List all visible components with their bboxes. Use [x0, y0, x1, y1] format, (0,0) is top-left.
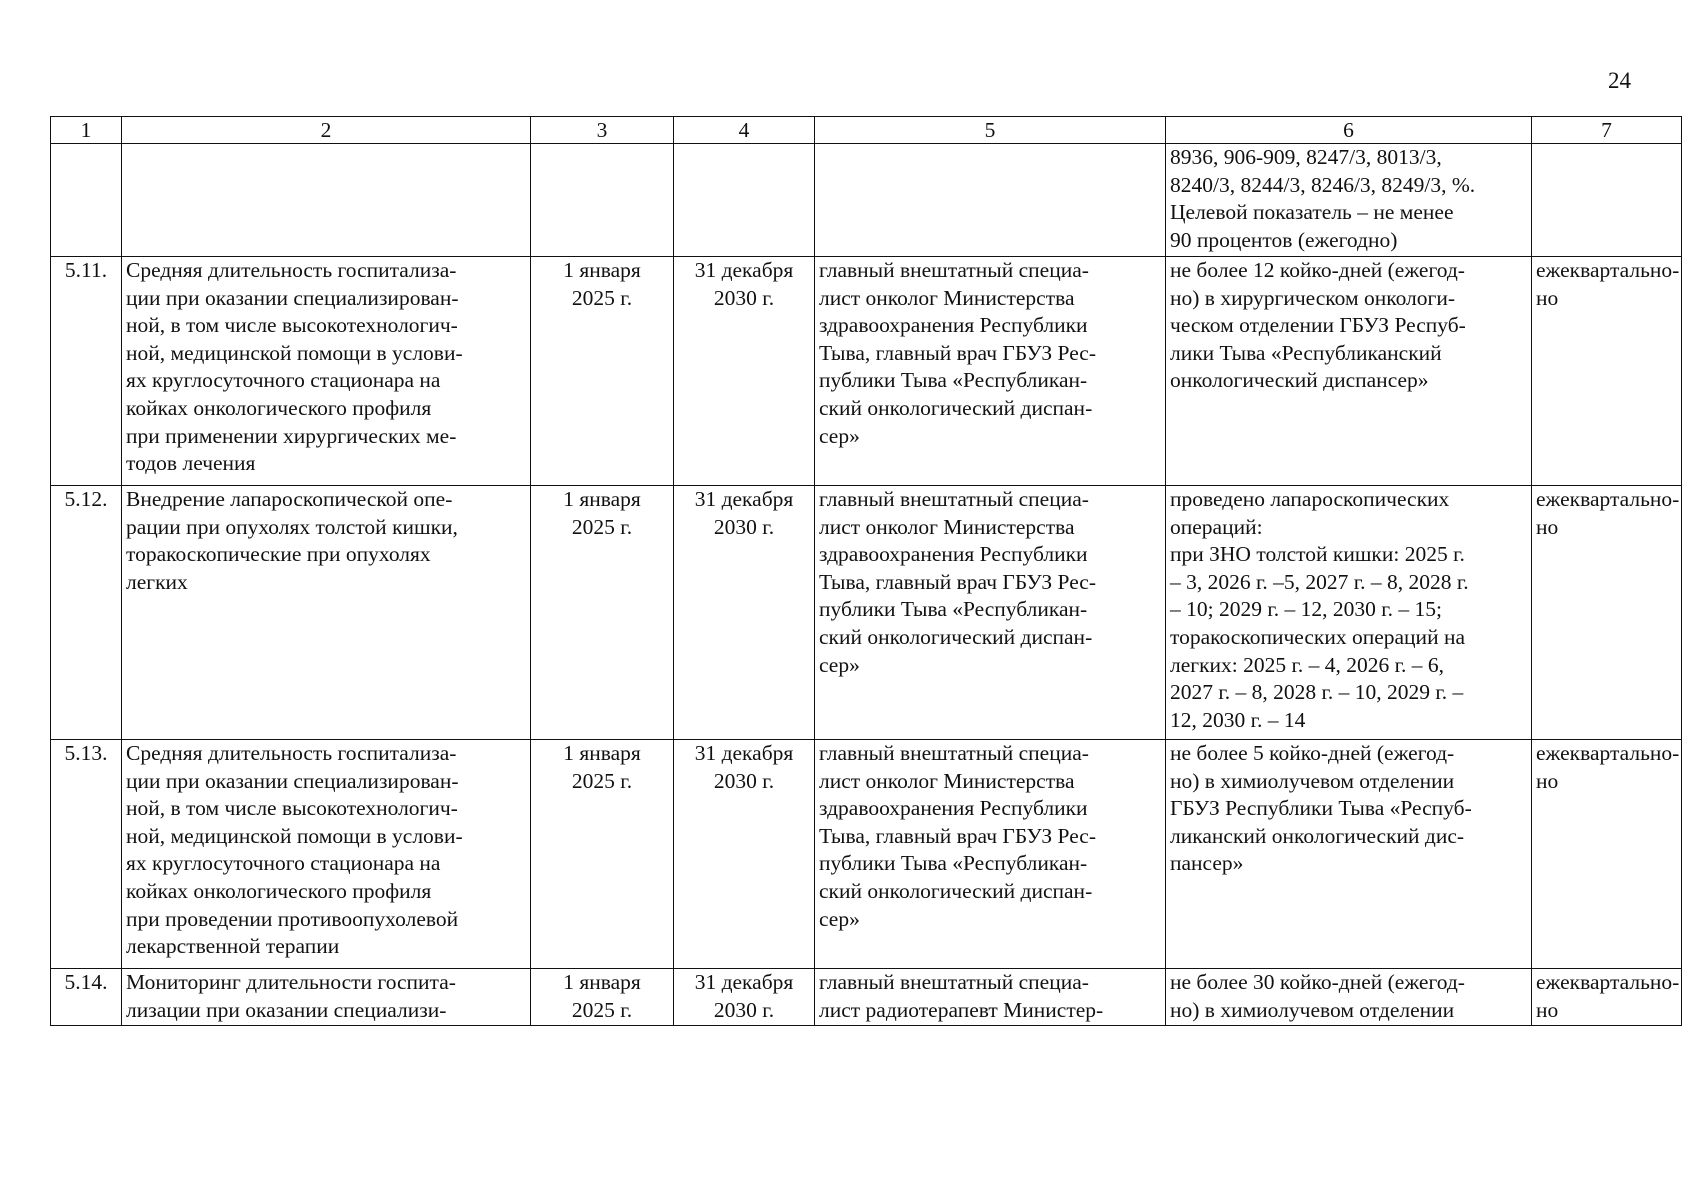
cell-text-line: операций:	[1170, 514, 1263, 539]
cell-text-line: не более 30 койко-дней (ежегод-	[1170, 970, 1465, 994]
cell-text-line: 2025 г.	[571, 997, 633, 1022]
cell-text-line: 12, 2030 г. – 14	[1170, 707, 1306, 732]
cell-text-line: ной, в том числе высокотехнологич-	[126, 313, 458, 338]
cell-text-line: Мониторинг длительности госпита-	[126, 970, 456, 994]
cell-text-line: ной, в том числе высокотехнологич-	[126, 796, 458, 821]
cell-text-line: но	[1536, 997, 1559, 1022]
cell-text-line: Средняя длительность госпитализа-	[126, 258, 457, 282]
column-header-5: 5	[815, 117, 1166, 144]
cell-text-line: но	[1536, 514, 1559, 539]
cell-text-line: торакоскопических операций на	[1170, 624, 1465, 649]
cell-text-line: легких	[126, 569, 188, 594]
cell-text-line: лист онколог Министерства	[819, 768, 1075, 793]
expected-result-cell	[1166, 740, 1532, 969]
responsible-cell	[815, 740, 1166, 969]
column-header-4: 4	[674, 117, 815, 144]
table-row	[51, 257, 1682, 486]
cell-text-line: 2025 г.	[571, 768, 633, 793]
cell-text-line: главный внештатный специа-	[819, 487, 1089, 511]
cell-text-line: публики Тыва «Республикан-	[819, 597, 1088, 622]
expected-result-cell	[1166, 969, 1532, 1026]
cell-text-line: онкологический диспансер»	[1170, 368, 1429, 393]
expected-result-cell	[1166, 257, 1532, 486]
cell-text-line: 2030 г.	[713, 514, 775, 539]
cell-text-line: при применении хирургических ме-	[126, 423, 457, 448]
table-row	[51, 969, 1682, 1026]
measure-name-cell	[122, 486, 531, 740]
cell-text-line: сер»	[819, 906, 860, 931]
cell-text-line: ях круглосуточного стационара на	[126, 368, 441, 393]
start-date-cell	[531, 144, 674, 257]
cell-text-line: 31 декабря	[694, 741, 794, 765]
responsible-cell	[815, 144, 1166, 257]
cell-text-line: лист онколог Министерства	[819, 285, 1075, 310]
cell-text-line: – 3, 2026 г. –5, 2027 г. – 8, 2028 г.	[1170, 569, 1469, 594]
table-row	[51, 144, 1682, 257]
cell-text-line: здравоохранения Республики	[819, 796, 1088, 821]
cell-text-line: 1 января	[563, 487, 641, 511]
cell-text-line: 1 января	[563, 741, 641, 765]
column-header-1: 1	[51, 117, 122, 144]
cell-text-line: ной, медицинской помощи в услови-	[126, 340, 463, 365]
item-number-cell: 5.12.	[51, 486, 122, 740]
cell-text-line: но) в хирургическом онкологи-	[1170, 285, 1456, 310]
cell-text-line: но) в химиолучевом отделении	[1170, 768, 1455, 793]
cell-text-line: Целевой показатель – не менее	[1170, 200, 1454, 225]
end-date-cell	[674, 969, 815, 1026]
cell-text-line: ной, медицинской помощи в услови-	[126, 823, 463, 848]
cell-text-line: главный внештатный специа-	[819, 741, 1089, 765]
cell-text-line: при ЗНО толстой кишки: 2025 г.	[1170, 542, 1465, 567]
cell-text-line: ежеквартально-	[1536, 487, 1680, 511]
cell-text-line: ции при оказании специализирован-	[126, 768, 459, 793]
cell-text-line: 2030 г.	[713, 997, 775, 1022]
cell-text-line: но	[1536, 285, 1559, 310]
cell-text-line: лист онколог Министерства	[819, 514, 1075, 539]
reporting-period-cell	[1532, 740, 1682, 969]
end-date-cell	[674, 257, 815, 486]
cell-text-line: ский онкологический диспан-	[819, 624, 1093, 649]
cell-text-line: сер»	[819, 652, 860, 677]
cell-text-line: но) в химиолучевом отделении	[1170, 997, 1455, 1022]
column-header-6: 6	[1166, 117, 1532, 144]
cell-text-line: пансер»	[1170, 851, 1244, 876]
table-body	[51, 117, 1682, 1026]
cell-text-line: не более 5 койко-дней (ежегод-	[1170, 741, 1455, 765]
cell-text-line: при проведении противоопухолевой	[126, 906, 459, 931]
cell-text-line: 31 декабря	[694, 487, 794, 511]
end-date-cell	[674, 144, 815, 257]
cell-text-line: здравоохранения Республики	[819, 313, 1088, 338]
cell-text-line: 2025 г.	[571, 514, 633, 539]
table-row	[51, 486, 1682, 740]
cell-text-line: публики Тыва «Республикан-	[819, 368, 1088, 393]
cell-text-line: Внедрение лапароскопической опе-	[126, 487, 453, 511]
cell-text-line: не более 12 койко-дней (ежегод-	[1170, 258, 1465, 282]
start-date-cell	[531, 486, 674, 740]
cell-text-line: главный внештатный специа-	[819, 258, 1089, 282]
cell-text-line: главный внештатный специа-	[819, 970, 1089, 994]
item-number-cell: 5.13.	[51, 740, 122, 969]
reporting-period-cell	[1532, 486, 1682, 740]
cell-text-line: ции при оказании специализирован-	[126, 285, 459, 310]
cell-text-line: Средняя длительность госпитализа-	[126, 741, 457, 765]
cell-text-line: легких: 2025 г. – 4, 2026 г. – 6,	[1170, 652, 1445, 677]
cell-text-line: лист радиотерапевт Министер-	[819, 997, 1104, 1022]
column-number-row	[51, 117, 1682, 144]
cell-text-line: проведено лапароскопических	[1170, 487, 1450, 511]
reporting-period-cell	[1532, 969, 1682, 1026]
cell-text-line: здравоохранения Республики	[819, 542, 1088, 567]
cell-text-line: ский онкологический диспан-	[819, 878, 1093, 903]
cell-text-line: лизации при оказании специализи-	[126, 997, 447, 1022]
cell-text-line: койках онкологического профиля	[126, 395, 432, 420]
cell-text-line: но	[1536, 768, 1559, 793]
end-date-cell	[674, 740, 815, 969]
cell-text-line: торакоскопические при опухолях	[126, 542, 431, 567]
column-header-7: 7	[1532, 117, 1682, 144]
cell-text-line: 1 января	[563, 258, 641, 282]
column-header-3: 3	[531, 117, 674, 144]
cell-text-line: Тыва, главный врач ГБУЗ Рес-	[819, 569, 1096, 594]
cell-text-line: ежеквартально-	[1536, 970, 1680, 994]
cell-text-line: 2030 г.	[713, 768, 775, 793]
cell-text-line: 8936, 906-909, 8247/3, 8013/3,	[1170, 145, 1442, 169]
cell-text-line: ский онкологический диспан-	[819, 395, 1093, 420]
column-header-2: 2	[122, 117, 531, 144]
cell-text-line: 31 декабря	[694, 970, 794, 994]
start-date-cell	[531, 257, 674, 486]
expected-result-cell	[1166, 486, 1532, 740]
measure-name-cell	[122, 969, 531, 1026]
responsible-cell	[815, 257, 1166, 486]
start-date-cell	[531, 740, 674, 969]
cell-text-line: ежеквартально-	[1536, 741, 1680, 765]
cell-text-line: 2025 г.	[571, 285, 633, 310]
plan-table	[50, 116, 1682, 1026]
cell-text-line: 8240/3, 8244/3, 8246/3, 8249/3, %.	[1170, 172, 1476, 197]
reporting-period-cell	[1532, 144, 1682, 257]
item-number-cell	[51, 144, 122, 257]
cell-text-line: 31 декабря	[694, 258, 794, 282]
cell-text-line: 2030 г.	[713, 285, 775, 310]
expected-result-cell	[1166, 144, 1532, 257]
cell-text-line: ческом отделении ГБУЗ Респуб-	[1170, 313, 1466, 338]
measure-name-cell	[122, 740, 531, 969]
cell-text-line: публики Тыва «Республикан-	[819, 851, 1088, 876]
cell-text-line: сер»	[819, 423, 860, 448]
cell-text-line: рации при опухолях толстой кишки,	[126, 514, 458, 539]
cell-text-line: тодов лечения	[126, 451, 256, 476]
cell-text-line: ежеквартально-	[1536, 258, 1680, 282]
measure-name-cell	[122, 144, 531, 257]
item-number-cell: 5.14.	[51, 969, 122, 1026]
cell-text-line: 1 января	[563, 970, 641, 994]
cell-text-line: Тыва, главный врач ГБУЗ Рес-	[819, 340, 1096, 365]
cell-text-line: 2027 г. – 8, 2028 г. – 10, 2029 г. –	[1170, 680, 1464, 705]
page-number: 24	[1608, 68, 1631, 93]
start-date-cell	[531, 969, 674, 1026]
measure-name-cell	[122, 257, 531, 486]
cell-text-line: лики Тыва «Республиканский	[1170, 340, 1442, 365]
end-date-cell	[674, 486, 815, 740]
cell-text-line: – 10; 2029 г. – 12, 2030 г. – 15;	[1170, 597, 1442, 622]
responsible-cell	[815, 969, 1166, 1026]
cell-text-line: лекарственной терапии	[126, 934, 340, 959]
cell-text-line: 90 процентов (ежегодно)	[1170, 227, 1398, 252]
item-number-cell: 5.11.	[51, 257, 122, 486]
cell-text-line: койках онкологического профиля	[126, 878, 432, 903]
cell-text-line: ях круглосуточного стационара на	[126, 851, 441, 876]
reporting-period-cell	[1532, 257, 1682, 486]
responsible-cell	[815, 486, 1166, 740]
table-row	[51, 740, 1682, 969]
cell-text-line: ликанский онкологический дис-	[1170, 823, 1465, 848]
cell-text-line: Тыва, главный врач ГБУЗ Рес-	[819, 823, 1096, 848]
cell-text-line: ГБУЗ Республики Тыва «Респуб-	[1170, 796, 1472, 821]
